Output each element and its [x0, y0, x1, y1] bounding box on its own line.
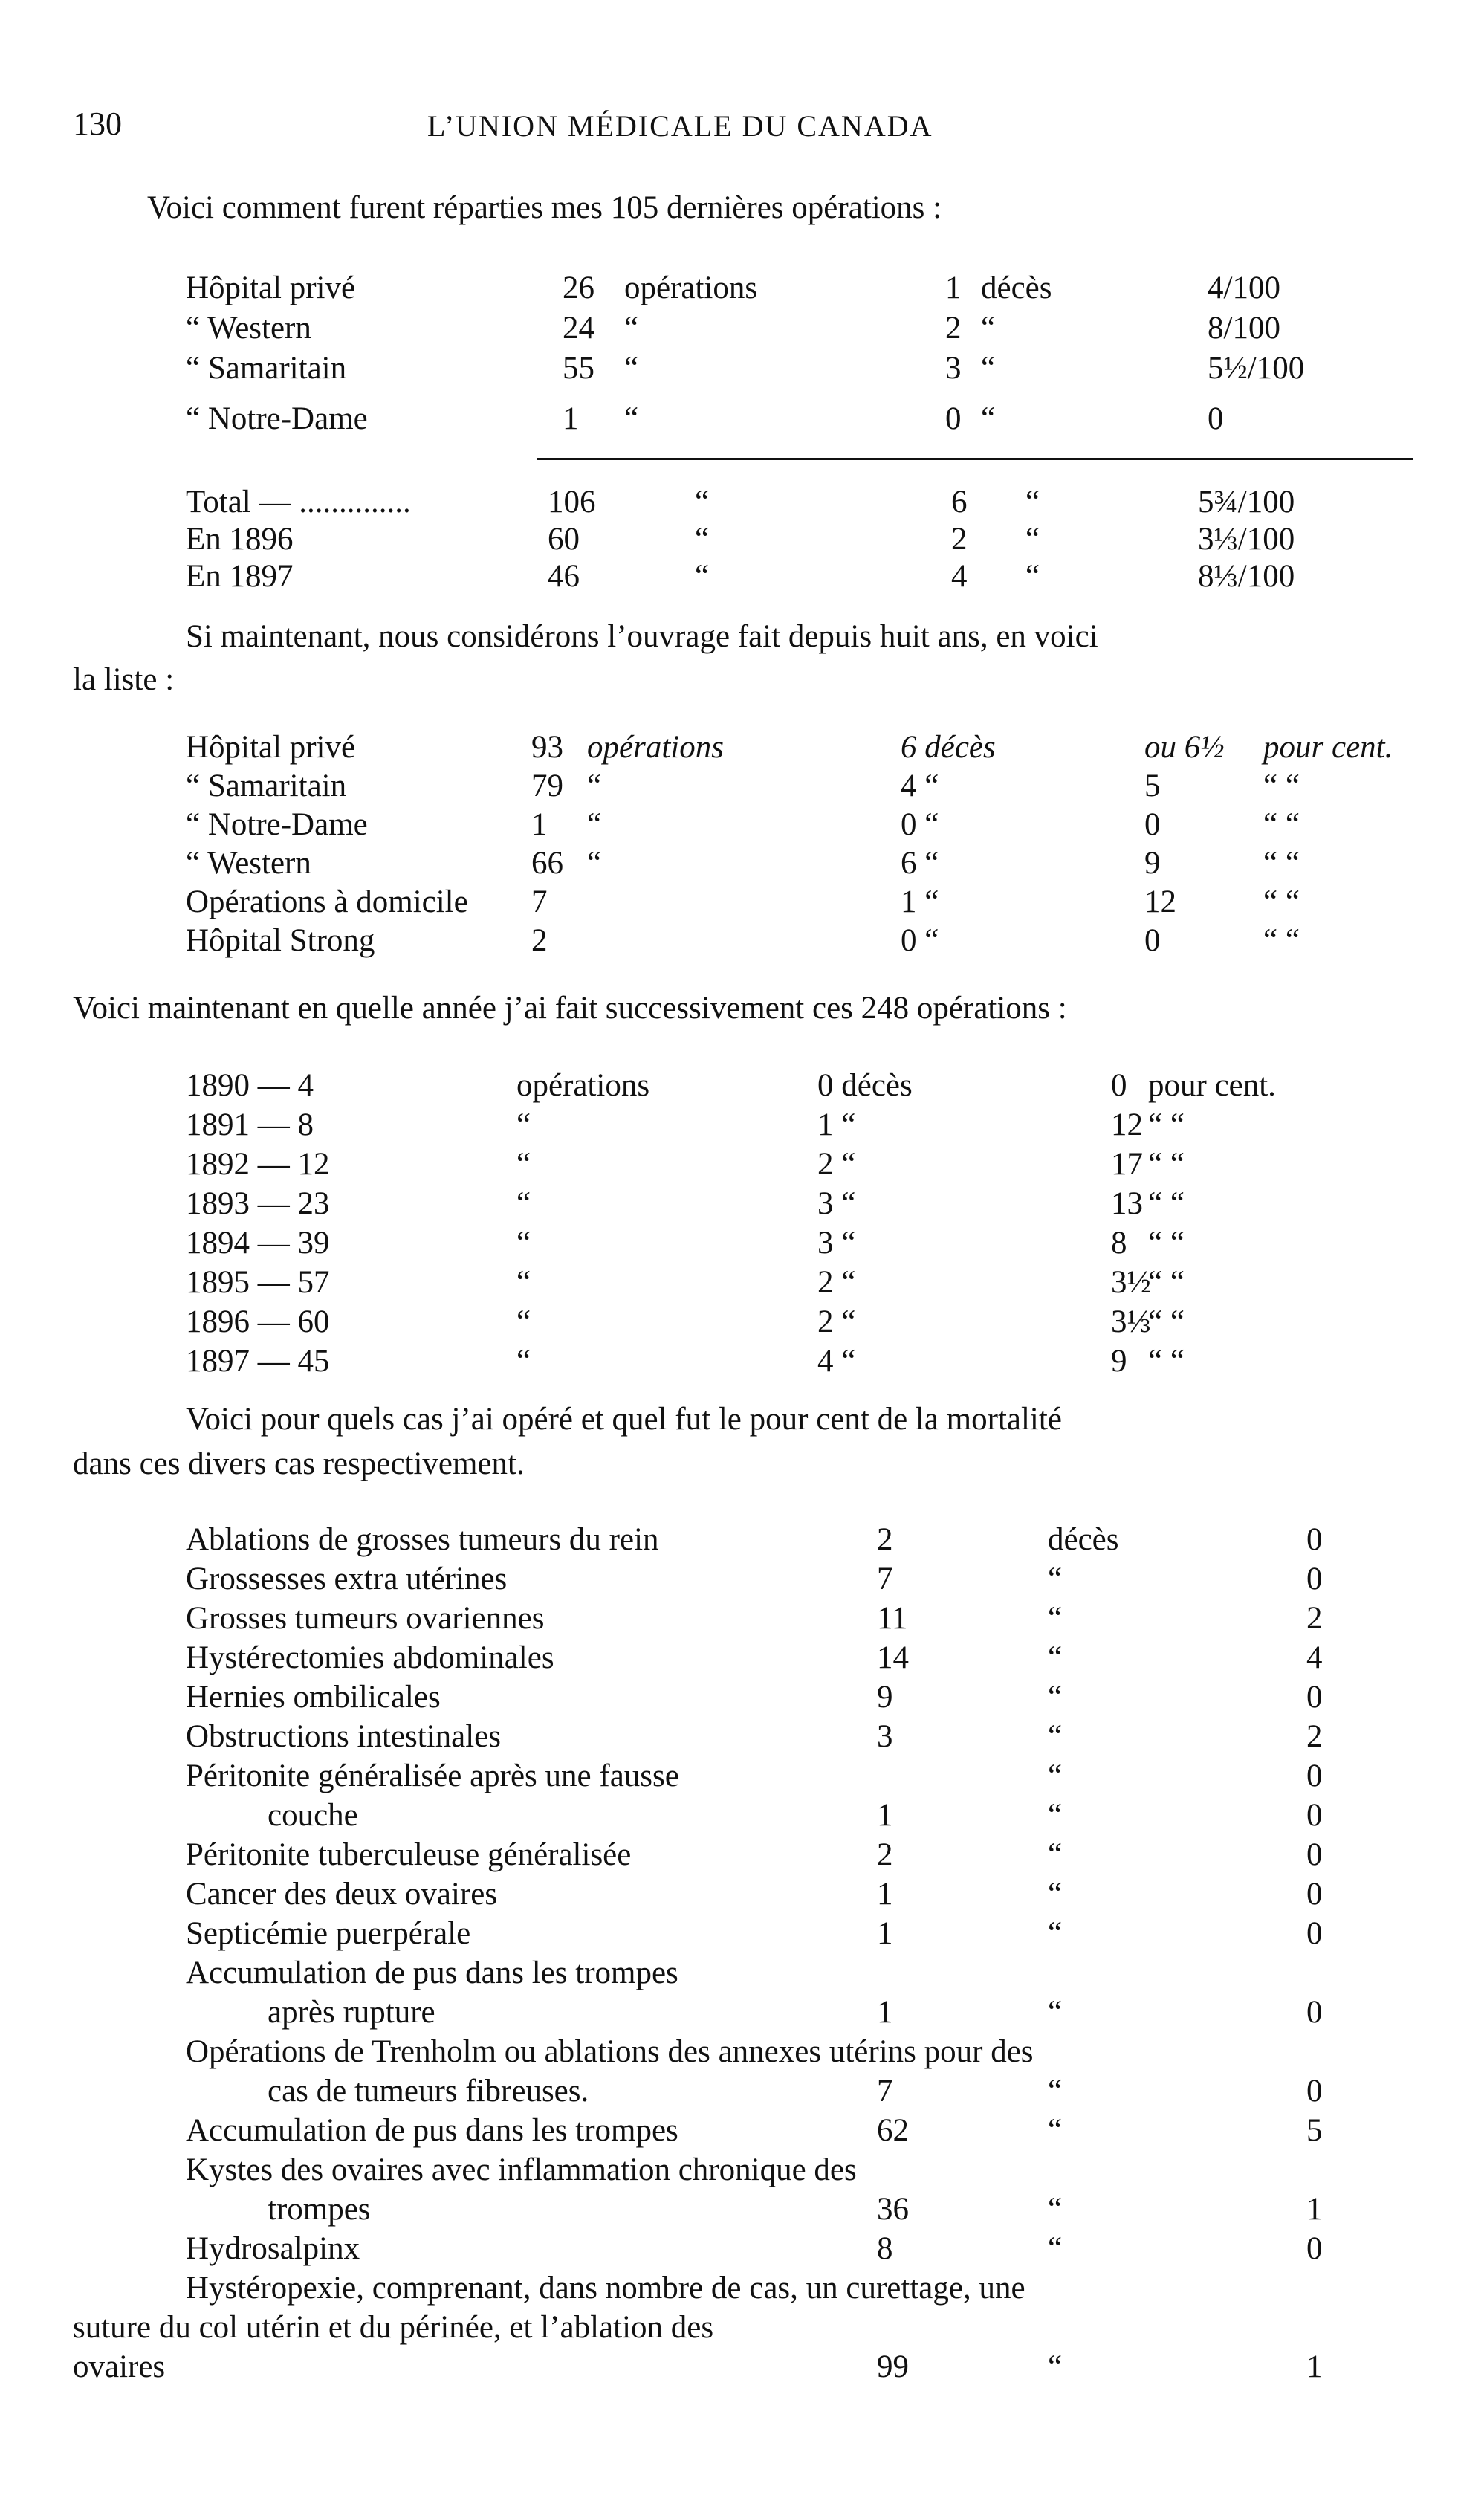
table-cell: “	[516, 1186, 531, 1221]
table-cell: trompes	[268, 2192, 371, 2227]
table-cell: 2	[945, 311, 962, 346]
table-cell: “	[587, 769, 602, 803]
table-row	[0, 1836, 1484, 1874]
table-cell: Hystéropexie, comprenant, dans nombre de cas, un curettage, une	[186, 2271, 1025, 2306]
table-total-rule	[537, 458, 1413, 460]
intro-paragraph-2-line-2: la liste :	[73, 662, 175, 697]
table-cell: 99	[877, 2349, 909, 2384]
table-cell: 1892 — 12	[186, 1147, 330, 1182]
table-cell: 2 “	[817, 1304, 856, 1339]
table-row	[0, 844, 1484, 883]
table-cell: “	[587, 846, 602, 881]
table-row	[0, 2309, 1484, 2347]
table-cell: “	[1048, 1719, 1063, 1754]
table-cell: 1 “	[817, 1107, 856, 1142]
table-cell: “ “	[1148, 1107, 1185, 1142]
table-row	[0, 2072, 1484, 2111]
table-cell: Ablations de grosses tumeurs du rein	[186, 1522, 659, 1557]
table-cell: “	[1025, 559, 1040, 594]
table-cell: “ “	[1148, 1226, 1185, 1261]
table-cell: 36	[877, 2192, 909, 2227]
table-cell: opérations	[516, 1068, 650, 1103]
table-cell: 0	[1306, 1877, 1323, 1912]
table-cell: “ Western	[186, 846, 311, 881]
table-cell: opérations	[624, 271, 758, 305]
table-cell: “	[1025, 522, 1040, 557]
intro-paragraph-3: Voici maintenant en quelle année j’ai fait successivement ces 248 opérations :	[73, 991, 1067, 1026]
table-cell: 46	[548, 559, 580, 594]
table-cell: 4 “	[901, 769, 939, 803]
table-row	[0, 1757, 1484, 1796]
table-cell: 3⅓	[1111, 1304, 1151, 1339]
table-cell: “ “	[1148, 1147, 1185, 1182]
table-cell: 24	[563, 311, 594, 346]
table-cell: 5¾/100	[1198, 485, 1295, 520]
table-cell: 7	[531, 884, 548, 919]
table-cell: décès	[981, 271, 1052, 305]
table-cell: après rupture	[268, 1995, 435, 2030]
table-row	[0, 728, 1484, 767]
table-cell: “ “	[1263, 807, 1300, 842]
table-cell: Péritonite généralisée après une fausse	[186, 1759, 679, 1793]
intro-paragraph-4-line-2: dans ces divers cas respectivement.	[73, 1446, 525, 1481]
table-cell: “ Samaritain	[186, 769, 347, 803]
table-row	[0, 1954, 1484, 1993]
table-row	[0, 1993, 1484, 2032]
table-cell: 0	[1306, 1680, 1323, 1715]
table-row	[0, 2112, 1484, 2150]
table-cell: 8/100	[1208, 311, 1280, 346]
table-cell: 6 “	[901, 846, 939, 881]
table-row	[0, 1718, 1484, 1756]
table-cell: Opérations de Trenholm ou ablations des annexes utérins pour des	[186, 2034, 1034, 2069]
table-cell: 62	[877, 2113, 909, 2148]
table-cell: 9	[877, 1680, 893, 1715]
table-cell: 1897 — 45	[186, 1344, 330, 1379]
table-cell: En 1896	[186, 522, 294, 557]
table-cell: 1	[563, 401, 579, 436]
table-cell: 5½/100	[1208, 351, 1305, 386]
table-row	[0, 1678, 1484, 1717]
table-cell: couche	[268, 1798, 358, 1833]
table-row	[0, 2230, 1484, 2268]
table-cell: 1895 — 57	[186, 1265, 330, 1300]
table-cell: “	[1048, 2231, 1063, 2266]
table-cell: “	[624, 351, 639, 386]
table-cell: opérations	[587, 730, 724, 765]
table-cell: “	[516, 1226, 531, 1261]
table-row	[0, 2348, 1484, 2387]
table-cell: 3⅓/100	[1198, 522, 1295, 557]
table-cell: 11	[877, 1601, 908, 1636]
table-cell: “	[981, 311, 996, 346]
table-cell: “	[1048, 1759, 1063, 1793]
table-cell: 2	[1306, 1601, 1323, 1636]
table-row	[0, 1521, 1484, 1559]
table-cell: Cancer des deux ovaires	[186, 1877, 498, 1912]
table-cell: 4 “	[817, 1344, 856, 1379]
table-row	[0, 520, 1484, 559]
table-cell: 0 “	[901, 923, 939, 958]
table-row	[0, 1342, 1484, 1381]
table-row	[0, 1145, 1484, 1184]
table-cell: 26	[563, 271, 594, 305]
table-cell: 17	[1111, 1147, 1143, 1182]
table-cell: 8⅓/100	[1198, 559, 1295, 594]
table-row	[0, 1106, 1484, 1145]
table-row	[0, 2190, 1484, 2229]
table-cell: décès	[1048, 1522, 1119, 1557]
table-cell: 4	[1306, 1640, 1323, 1675]
table-row	[0, 1264, 1484, 1302]
table-cell: 3 “	[817, 1186, 856, 1221]
table-cell: “	[1048, 1837, 1063, 1872]
table-row	[0, 883, 1484, 922]
running-title: L’UNION MÉDICALE DU CANADA	[427, 109, 933, 143]
table-cell: 0	[1144, 807, 1161, 842]
table-cell: Opérations à domicile	[186, 884, 468, 919]
table-cell: “	[587, 807, 602, 842]
table-cell: “	[1048, 1562, 1063, 1596]
table-cell: 1894 — 39	[186, 1226, 330, 1261]
table-cell: “	[516, 1147, 531, 1182]
table-cell: 60	[548, 522, 580, 557]
table-cell: 9	[1144, 846, 1161, 881]
table-row	[0, 349, 1484, 388]
table-cell: 2	[877, 1522, 893, 1557]
table-cell: 7	[877, 2074, 893, 2109]
table-cell: 1	[945, 271, 962, 305]
table-cell: “	[516, 1265, 531, 1300]
table-row	[0, 922, 1484, 960]
table-cell: “ “	[1263, 846, 1300, 881]
table-cell: 1893 — 23	[186, 1186, 330, 1221]
table-cell: Accumulation de pus dans les trompes	[186, 2113, 678, 2148]
table-cell: 79	[531, 769, 563, 803]
table-cell: 3	[945, 351, 962, 386]
table-row	[0, 483, 1484, 522]
table-cell: 1896 — 60	[186, 1304, 330, 1339]
table-cell: Hôpital Strong	[186, 923, 375, 958]
table-cell: 3½	[1111, 1265, 1151, 1300]
table-cell: “ Samaritain	[186, 351, 347, 386]
table-cell: “	[981, 401, 996, 436]
table-cell: 2	[877, 1837, 893, 1872]
table-cell: 1	[1306, 2192, 1323, 2227]
table-cell: 1 “	[901, 884, 939, 919]
table-cell: “	[695, 522, 710, 557]
table-cell: 1	[877, 1798, 893, 1833]
table-cell: 0 décès	[817, 1068, 913, 1103]
table-cell: Accumulation de pus dans les trompes	[186, 1955, 678, 1990]
table-row	[0, 1224, 1484, 1263]
table-cell: “	[981, 351, 996, 386]
table-cell: 0	[1208, 401, 1224, 436]
table-row	[0, 1185, 1484, 1223]
table-cell: “	[1025, 485, 1040, 520]
table-cell: 7	[877, 1562, 893, 1596]
table-cell: 2 “	[817, 1147, 856, 1182]
table-cell: “ Western	[186, 311, 311, 346]
table-cell: 2	[1306, 1719, 1323, 1754]
table-cell: 14	[877, 1640, 909, 1675]
table-cell: 12	[1111, 1107, 1143, 1142]
table-cell: 2	[531, 923, 548, 958]
table-cell: “ “	[1148, 1265, 1185, 1300]
table-cell: 2	[951, 522, 968, 557]
table-cell: “ “	[1263, 923, 1300, 958]
table-cell: Obstructions intestinales	[186, 1719, 501, 1754]
table-cell: “ Notre-Dame	[186, 807, 368, 842]
table-cell: 8	[1111, 1226, 1127, 1261]
table-cell: 1891 — 8	[186, 1107, 314, 1142]
table-cell: ou 6½	[1144, 730, 1225, 765]
table-cell: ovaires	[73, 2349, 166, 2384]
table-row	[0, 309, 1484, 348]
table-row	[0, 1915, 1484, 1953]
table-cell: 6 décès	[901, 730, 996, 765]
table-row	[0, 269, 1484, 308]
table-cell: 0	[1306, 1995, 1323, 2030]
table-cell: “	[624, 311, 639, 346]
table-cell: Hôpital privé	[186, 271, 356, 305]
table-cell: Grossesses extra utérines	[186, 1562, 508, 1596]
table-cell: 8	[877, 2231, 893, 2266]
table-cell: pour cent.	[1263, 730, 1393, 765]
table-cell: “	[1048, 1640, 1063, 1675]
table-cell: 0	[1306, 1837, 1323, 1872]
table-cell: 0	[1111, 1068, 1127, 1103]
table-row	[0, 1599, 1484, 1638]
table-cell: “ “	[1148, 1186, 1185, 1221]
table-row	[0, 1560, 1484, 1599]
table-cell: cas de tumeurs fibreuses.	[268, 2074, 589, 2109]
table-cell: 0	[1306, 1916, 1323, 1951]
table-cell: 2 “	[817, 1265, 856, 1300]
table-cell: Hystérectomies abdominales	[186, 1640, 554, 1675]
table-cell: 0	[1306, 1562, 1323, 1596]
table-cell: “	[695, 485, 710, 520]
table-cell: “ “	[1148, 1344, 1185, 1379]
page-number: 130	[73, 106, 122, 142]
table-cell: 3	[877, 1719, 893, 1754]
table-cell: En 1897	[186, 559, 294, 594]
table-cell: “	[1048, 1680, 1063, 1715]
table-cell: “	[1048, 2113, 1063, 2148]
table-cell: 106	[548, 485, 596, 520]
table-cell: “ “	[1263, 884, 1300, 919]
table-cell: “	[516, 1344, 531, 1379]
table-cell: 0	[1144, 923, 1161, 958]
table-cell: “ Notre-Dame	[186, 401, 368, 436]
table-cell: 4/100	[1208, 271, 1280, 305]
intro-paragraph-4-line-1: Voici pour quels cas j’ai opéré et quel fut le pour cent de la mortalité	[186, 1402, 1062, 1437]
table-cell: 1	[877, 1995, 893, 2030]
table-cell: 0 “	[901, 807, 939, 842]
table-cell: “	[1048, 1916, 1063, 1951]
table-cell: 0	[1306, 1759, 1323, 1793]
table-row	[0, 1303, 1484, 1342]
table-cell: Kystes des ovaires avec inflammation chronique des	[186, 2152, 857, 2187]
table-row	[0, 767, 1484, 806]
table-cell: 1	[1306, 2349, 1323, 2384]
table-cell: “	[1048, 2074, 1063, 2109]
table-cell: 1	[877, 1916, 893, 1951]
table-cell: “ “	[1148, 1304, 1185, 1339]
table-cell: 0	[1306, 1798, 1323, 1833]
table-row	[0, 1875, 1484, 1914]
table-cell: 1	[531, 807, 548, 842]
table-cell: “	[695, 559, 710, 594]
table-row	[0, 1067, 1484, 1105]
table-row	[0, 2269, 1484, 2308]
intro-paragraph-2-line-1: Si maintenant, nous considérons l’ouvrage fait depuis huit ans, en voici	[186, 619, 1098, 654]
table-cell: 12	[1144, 884, 1176, 919]
table-cell: 4	[951, 559, 968, 594]
table-row	[0, 1796, 1484, 1835]
table-cell: 55	[563, 351, 594, 386]
table-row	[0, 400, 1484, 439]
table-cell: Total — ..............	[186, 485, 411, 520]
table-row	[0, 2033, 1484, 2071]
table-cell: Septicémie puerpérale	[186, 1916, 471, 1951]
table-cell: 93	[531, 730, 563, 765]
table-cell: Péritonite tuberculeuse généralisée	[186, 1837, 632, 1872]
table-cell: “	[516, 1304, 531, 1339]
table-cell: “	[516, 1107, 531, 1142]
table-cell: 0	[1306, 2231, 1323, 2266]
table-cell: “	[1048, 2349, 1063, 2384]
table-cell: “	[1048, 1995, 1063, 2030]
table-cell: 1	[877, 1877, 893, 1912]
table-cell: “	[624, 401, 639, 436]
table-cell: “	[1048, 2192, 1063, 2227]
intro-paragraph-1: Voici comment furent réparties mes 105 dernières opérations :	[147, 190, 942, 225]
table-cell: 9	[1111, 1344, 1127, 1379]
table-cell: Hernies ombilicales	[186, 1680, 441, 1715]
table-cell: 5	[1306, 2113, 1323, 2148]
table-cell: 0	[1306, 1522, 1323, 1557]
table-cell: 13	[1111, 1186, 1143, 1221]
table-cell: suture du col utérin et du périnée, et l’ablation des	[73, 2310, 714, 2345]
table-cell: pour cent.	[1148, 1068, 1276, 1103]
table-cell: “	[1048, 1601, 1063, 1636]
table-cell: Grosses tumeurs ovariennes	[186, 1601, 545, 1636]
table-cell: 3 “	[817, 1226, 856, 1261]
table-row	[0, 1639, 1484, 1677]
table-row	[0, 557, 1484, 596]
table-cell: “ “	[1263, 769, 1300, 803]
table-row	[0, 806, 1484, 844]
table-cell: Hôpital privé	[186, 730, 356, 765]
table-cell: “	[1048, 1877, 1063, 1912]
table-cell: “	[1048, 1798, 1063, 1833]
table-cell: 6	[951, 485, 968, 520]
table-cell: 0	[1306, 2074, 1323, 2109]
table-cell: 66	[531, 846, 563, 881]
table-cell: 5	[1144, 769, 1161, 803]
table-row	[0, 2151, 1484, 2190]
table-cell: 1890 — 4	[186, 1068, 314, 1103]
table-cell: Hydrosalpinx	[186, 2231, 360, 2266]
table-cell: 0	[945, 401, 962, 436]
